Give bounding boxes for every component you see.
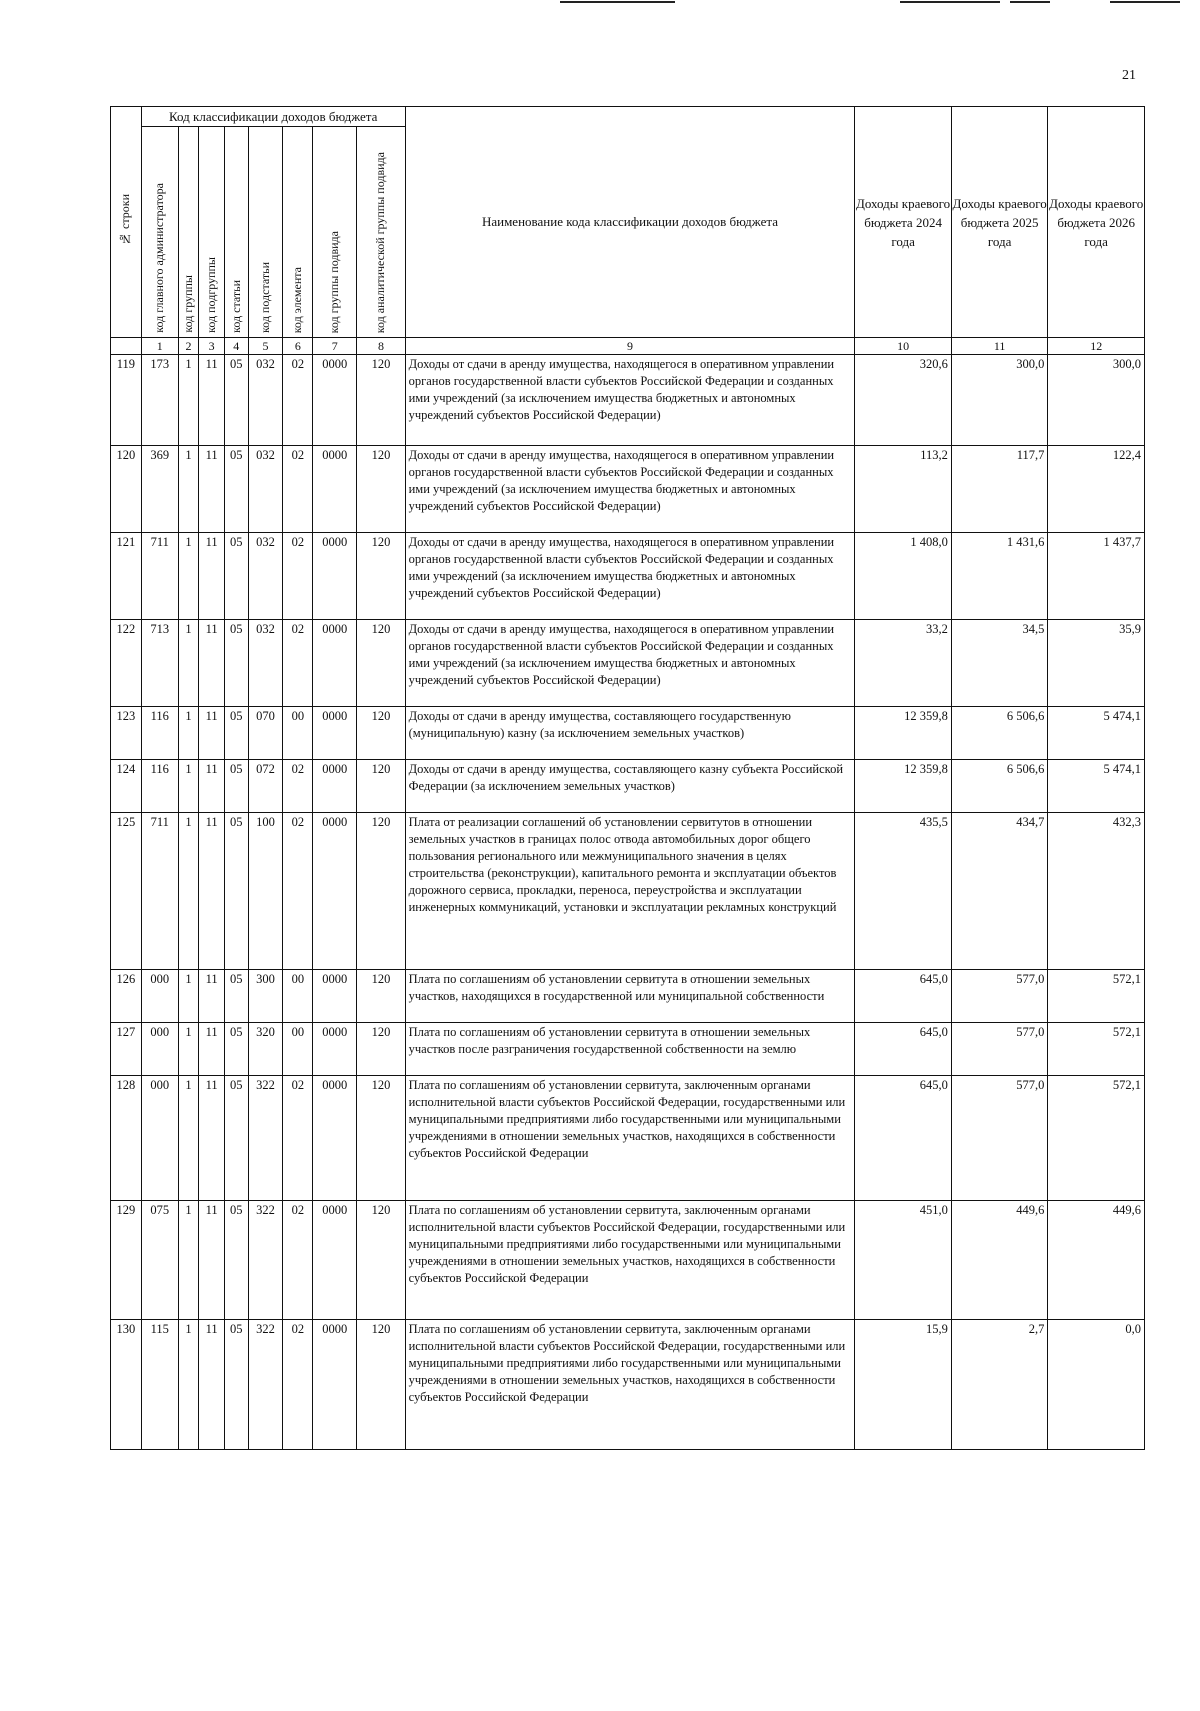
income-2024: 33,2 (855, 620, 952, 707)
subarticle-code: 070 (248, 707, 283, 760)
admin-code: 115 (141, 1320, 178, 1450)
column-number: 9 (405, 338, 855, 355)
income-name: Доходы от сдачи в аренду имущества, составляющего государственную (муниципальную) казну (за исключением земельных участков) (405, 707, 855, 760)
income-2024: 435,5 (855, 813, 952, 970)
analytic-code: 120 (357, 1023, 405, 1076)
group-code: 1 (178, 707, 199, 760)
table-row (111, 1201, 1145, 1320)
subarticle-code: 032 (248, 446, 283, 533)
analytic-code: 120 (357, 1201, 405, 1320)
income-2024: 12 359,8 (855, 707, 952, 760)
table-row (111, 1320, 1145, 1450)
row-number: 120 (111, 446, 142, 533)
income-2026: 35,9 (1048, 620, 1145, 707)
subgroup-code: 11 (199, 533, 225, 620)
analytic-code: 120 (357, 707, 405, 760)
income-2026: 0,0 (1048, 1320, 1145, 1450)
subarticle-code: 032 (248, 355, 283, 446)
income-2026: 122,4 (1048, 446, 1145, 533)
admin-code: 000 (141, 1076, 178, 1201)
income-2026: 5 474,1 (1048, 760, 1145, 813)
row-number: 119 (111, 355, 142, 446)
header-element: код элемента (283, 127, 313, 338)
group-code: 1 (178, 355, 199, 446)
income-2024: 645,0 (855, 970, 952, 1023)
article-code: 05 (224, 760, 248, 813)
subarticle-code: 322 (248, 1076, 283, 1201)
column-number: 4 (224, 338, 248, 355)
admin-code: 173 (141, 355, 178, 446)
income-2025: 577,0 (951, 1076, 1048, 1201)
income-name: Доходы от сдачи в аренду имущества, находящегося в оперативном управлении органов государственной власти субъектов Российской Федерации и созданных ими учреждений (за исключением имущества бюджетных и автономных учреждений субъектов Российской Федерации) (405, 533, 855, 620)
column-number: 3 (199, 338, 225, 355)
group-code: 1 (178, 620, 199, 707)
admin-code: 711 (141, 533, 178, 620)
element-code: 02 (283, 813, 313, 970)
column-number: 1 (141, 338, 178, 355)
article-code: 05 (224, 355, 248, 446)
group-code: 1 (178, 970, 199, 1023)
element-code: 00 (283, 1023, 313, 1076)
admin-code: 369 (141, 446, 178, 533)
income-name: Плата по соглашениям об установлении сервитута в отношении земельных участков, находящихся в государственной или муниципальной собственности (405, 970, 855, 1023)
subtype-code: 0000 (313, 355, 357, 446)
income-2024: 645,0 (855, 1076, 952, 1201)
admin-code: 000 (141, 970, 178, 1023)
element-code: 02 (283, 1320, 313, 1450)
analytic-code: 120 (357, 355, 405, 446)
group-code: 1 (178, 1201, 199, 1320)
analytic-code: 120 (357, 1076, 405, 1201)
admin-code: 711 (141, 813, 178, 970)
article-code: 05 (224, 813, 248, 970)
subgroup-code: 11 (199, 620, 225, 707)
article-code: 05 (224, 970, 248, 1023)
column-number: 6 (283, 338, 313, 355)
article-code: 05 (224, 707, 248, 760)
table-row (111, 1076, 1145, 1201)
group-code: 1 (178, 760, 199, 813)
table-row (111, 533, 1145, 620)
group-code: 1 (178, 1076, 199, 1201)
header-row-no: № строки (111, 107, 142, 338)
article-code: 05 (224, 620, 248, 707)
income-2025: 434,7 (951, 813, 1048, 970)
subtype-code: 0000 (313, 1023, 357, 1076)
subarticle-code: 300 (248, 970, 283, 1023)
subtype-code: 0000 (313, 1201, 357, 1320)
income-2024: 12 359,8 (855, 760, 952, 813)
subtype-code: 0000 (313, 446, 357, 533)
subgroup-code: 11 (199, 1076, 225, 1201)
subarticle-code: 320 (248, 1023, 283, 1076)
article-code: 05 (224, 446, 248, 533)
subtype-code: 0000 (313, 1320, 357, 1450)
header-analytic-group: код аналитической группы подвида (357, 127, 405, 338)
group-code: 1 (178, 1023, 199, 1076)
table-row (111, 355, 1145, 446)
row-number: 123 (111, 707, 142, 760)
subtype-code: 0000 (313, 533, 357, 620)
row-number: 128 (111, 1076, 142, 1201)
income-name: Плата по соглашениям об установлении сервитута, заключенным органами исполнительной власти субъектов Российской Федерации, государственными или муниципальными предприятиями либо государственными или муниципальными учреждениями в отношении земельных участков, находящихся в собственности субъектов Российской Федерации (405, 1076, 855, 1201)
analytic-code: 120 (357, 533, 405, 620)
table-row (111, 620, 1145, 707)
element-code: 02 (283, 446, 313, 533)
row-number: 130 (111, 1320, 142, 1450)
header-name: Наименование кода классификации доходов бюджета (405, 107, 855, 338)
row-number: 125 (111, 813, 142, 970)
income-2025: 1 431,6 (951, 533, 1048, 620)
table-row (111, 1023, 1145, 1076)
income-2026: 572,1 (1048, 1023, 1145, 1076)
analytic-code: 120 (357, 760, 405, 813)
income-2026: 300,0 (1048, 355, 1145, 446)
table-row (111, 813, 1145, 970)
scan-top-marks (0, 0, 1200, 6)
header-2024: Доходы краевого бюджета 2024 года (855, 107, 952, 338)
admin-code: 116 (141, 707, 178, 760)
header-2025: Доходы краевого бюджета 2025 года (951, 107, 1048, 338)
header-group: код группы (178, 127, 199, 338)
element-code: 00 (283, 970, 313, 1023)
page-number: 21 (1122, 68, 1136, 83)
row-number: 127 (111, 1023, 142, 1076)
subarticle-code: 032 (248, 533, 283, 620)
row-number: 129 (111, 1201, 142, 1320)
article-code: 05 (224, 533, 248, 620)
article-code: 05 (224, 1320, 248, 1450)
income-2026: 572,1 (1048, 1076, 1145, 1201)
income-2025: 117,7 (951, 446, 1048, 533)
subtype-code: 0000 (313, 1076, 357, 1201)
subarticle-code: 032 (248, 620, 283, 707)
group-code: 1 (178, 533, 199, 620)
income-2024: 320,6 (855, 355, 952, 446)
budget-revenue-table (110, 106, 1145, 1450)
column-number-blank (111, 338, 142, 355)
analytic-code: 120 (357, 446, 405, 533)
income-2025: 577,0 (951, 970, 1048, 1023)
income-2025: 2,7 (951, 1320, 1048, 1450)
subarticle-code: 072 (248, 760, 283, 813)
income-2026: 432,3 (1048, 813, 1145, 970)
income-2026: 572,1 (1048, 970, 1145, 1023)
subtype-code: 0000 (313, 760, 357, 813)
subgroup-code: 11 (199, 1201, 225, 1320)
income-2026: 449,6 (1048, 1201, 1145, 1320)
article-code: 05 (224, 1023, 248, 1076)
subarticle-code: 322 (248, 1320, 283, 1450)
table-row (111, 446, 1145, 533)
table-row (111, 970, 1145, 1023)
analytic-code: 120 (357, 813, 405, 970)
article-code: 05 (224, 1201, 248, 1320)
analytic-code: 120 (357, 620, 405, 707)
subtype-code: 0000 (313, 620, 357, 707)
subgroup-code: 11 (199, 1023, 225, 1076)
admin-code: 713 (141, 620, 178, 707)
subgroup-code: 11 (199, 813, 225, 970)
income-name: Плата по соглашениям об установлении сервитута, заключенным органами исполнительной власти субъектов Российской Федерации, государственными или муниципальными предприятиями либо государственными или муниципальными учреждениями в отношении земельных участков, находящихся в собственности субъектов Российской Федерации (405, 1201, 855, 1320)
group-code: 1 (178, 446, 199, 533)
column-number: 2 (178, 338, 199, 355)
income-2024: 645,0 (855, 1023, 952, 1076)
element-code: 02 (283, 355, 313, 446)
subgroup-code: 11 (199, 760, 225, 813)
income-2025: 449,6 (951, 1201, 1048, 1320)
element-code: 02 (283, 1076, 313, 1201)
header-subarticle: код подстатьи (248, 127, 283, 338)
column-number: 11 (951, 338, 1048, 355)
income-name: Доходы от сдачи в аренду имущества, находящегося в оперативном управлении органов государственной власти субъектов Российской Федерации и созданных ими учреждений (за исключением имущества бюджетных и автономных учреждений субъектов Российской Федерации) (405, 446, 855, 533)
subgroup-code: 11 (199, 707, 225, 760)
income-2024: 113,2 (855, 446, 952, 533)
subarticle-code: 100 (248, 813, 283, 970)
subtype-code: 0000 (313, 970, 357, 1023)
subarticle-code: 322 (248, 1201, 283, 1320)
element-code: 02 (283, 1201, 313, 1320)
income-2025: 577,0 (951, 1023, 1048, 1076)
group-code: 1 (178, 813, 199, 970)
subtype-code: 0000 (313, 813, 357, 970)
article-code: 05 (224, 1076, 248, 1201)
income-2025: 34,5 (951, 620, 1048, 707)
header-admin: код главного администратора (141, 127, 178, 338)
group-code: 1 (178, 1320, 199, 1450)
subtype-code: 0000 (313, 707, 357, 760)
header-article: код статьи (224, 127, 248, 338)
element-code: 02 (283, 760, 313, 813)
header-subgroup: код подгруппы (199, 127, 225, 338)
income-2024: 15,9 (855, 1320, 952, 1450)
admin-code: 000 (141, 1023, 178, 1076)
element-code: 02 (283, 620, 313, 707)
income-name: Доходы от сдачи в аренду имущества, находящегося в оперативном управлении органов государственной власти субъектов Российской Федерации и созданных ими учреждений (за исключением имущества бюджетных и автономных учреждений субъектов Российской Федерации) (405, 355, 855, 446)
header-code-group: Код классификации доходов бюджета (141, 107, 405, 127)
income-name: Плата от реализации соглашений об установлении сервитутов в отношении земельных участков в границах полос отвода автомобильных дорог общего пользования регионального или межмуниципального значения в целях строительства (реконструкции), капитального ремонта и эксплуатации объектов дорожного сервиса, прокладки, переноса, переустройства и эксплуатации инженерных коммуникаций, установки и эксплуатации рекламных конструкций (405, 813, 855, 970)
column-number: 5 (248, 338, 283, 355)
element-code: 02 (283, 533, 313, 620)
column-number: 12 (1048, 338, 1145, 355)
column-number: 8 (357, 338, 405, 355)
subgroup-code: 11 (199, 355, 225, 446)
income-name: Плата по соглашениям об установлении сервитута в отношении земельных участков после разграничения государственной собственности на землю (405, 1023, 855, 1076)
admin-code: 075 (141, 1201, 178, 1320)
income-2025: 6 506,6 (951, 760, 1048, 813)
income-name: Плата по соглашениям об установлении сервитута, заключенным органами исполнительной власти субъектов Российской Федерации, государственными или муниципальными предприятиями либо государственными или муниципальными учреждениями в отношении земельных участков, находящихся в собственности субъектов Российской Федерации (405, 1320, 855, 1450)
column-number: 7 (313, 338, 357, 355)
column-number-row (111, 338, 1145, 355)
income-2025: 300,0 (951, 355, 1048, 446)
row-number: 126 (111, 970, 142, 1023)
income-2026: 5 474,1 (1048, 707, 1145, 760)
admin-code: 116 (141, 760, 178, 813)
row-number: 121 (111, 533, 142, 620)
income-name: Доходы от сдачи в аренду имущества, находящегося в оперативном управлении органов государственной власти субъектов Российской Федерации и созданных ими учреждений (за исключением имущества бюджетных и автономных учреждений субъектов Российской Федерации) (405, 620, 855, 707)
header-2026: Доходы краевого бюджета 2026 года (1048, 107, 1145, 338)
row-number: 124 (111, 760, 142, 813)
income-name: Доходы от сдачи в аренду имущества, составляющего казну субъекта Российской Федерации (за исключением земельных участков) (405, 760, 855, 813)
income-2026: 1 437,7 (1048, 533, 1145, 620)
income-2024: 451,0 (855, 1201, 952, 1320)
subgroup-code: 11 (199, 970, 225, 1023)
analytic-code: 120 (357, 1320, 405, 1450)
income-2024: 1 408,0 (855, 533, 952, 620)
column-number: 10 (855, 338, 952, 355)
element-code: 00 (283, 707, 313, 760)
row-number: 122 (111, 620, 142, 707)
subgroup-code: 11 (199, 1320, 225, 1450)
header-subtype-group: код группы подвида (313, 127, 357, 338)
income-2025: 6 506,6 (951, 707, 1048, 760)
table-row (111, 707, 1145, 760)
analytic-code: 120 (357, 970, 405, 1023)
table-row (111, 760, 1145, 813)
subgroup-code: 11 (199, 446, 225, 533)
